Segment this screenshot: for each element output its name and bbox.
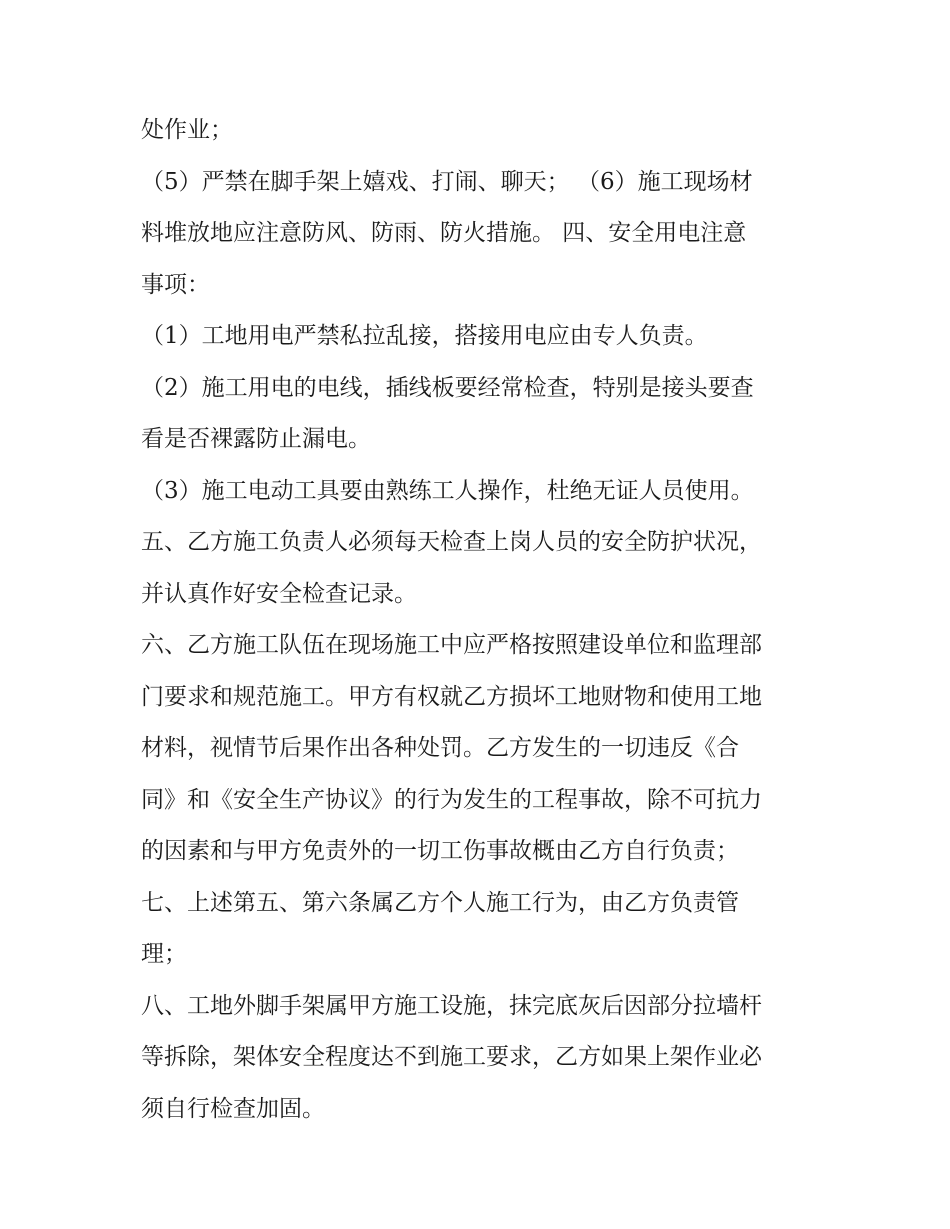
text-line: 六、乙方施工队伍在现场施工中应严格按照建设单位和监理部 [141, 632, 762, 658]
text-line: 并认真作好安全检查记录。 [141, 580, 417, 607]
text-line: 理； [141, 941, 187, 967]
text-line: 处作业； [141, 117, 233, 143]
text-line: 等拆除，架体安全程度达不到施工要求，乙方如果上架作业必 [141, 1044, 762, 1070]
text-line: （2）施工用电的电线，插线板要经常检查，特别是接头要查 [141, 374, 754, 401]
text-line: （5）严禁在脚手架上嬉戏、打闹、聊天； （6）施工现场材 [141, 168, 753, 195]
text-line: 看是否裸露防止漏电。 [141, 426, 371, 452]
text-line: 八、工地外脚手架属甲方施工设施，抹完底灰后因部分拉墙杆 [141, 992, 762, 1019]
text-line: （1）工地用电严禁私拉乱接，搭接用电应由专人负责。 [141, 323, 708, 349]
document-body [141, 105, 831, 1135]
text-line: 五、乙方施工负责人必须每天检查上岗人员的安全防护状况， [141, 529, 762, 555]
text-line: （3）施工电动工具要由熟练工人操作，杜绝无证人员使用。 [141, 477, 754, 504]
text-line: 同》和《安全生产协议》的行为发生的工程事故，除不可抗力 [141, 786, 762, 813]
text-line: 须自行检查加固。 [141, 1095, 325, 1122]
text-line: 事项： [141, 271, 210, 298]
text-line: 的因素和与甲方免责外的一切工伤事故概由乙方自行负责； [141, 838, 739, 864]
text-line: 材料，视情节后果作出各种处罚。乙方发生的一切违反《合 [141, 735, 739, 761]
text-line: 料堆放地应注意防风、防雨、防火措施。 四、安全用电注意 [141, 220, 747, 246]
text-line: 七、上述第五、第六条属乙方个人施工行为，由乙方负责管 [141, 889, 739, 916]
text-line: 门要求和规范施工。甲方有权就乙方损坏工地财物和使用工地 [141, 683, 762, 710]
